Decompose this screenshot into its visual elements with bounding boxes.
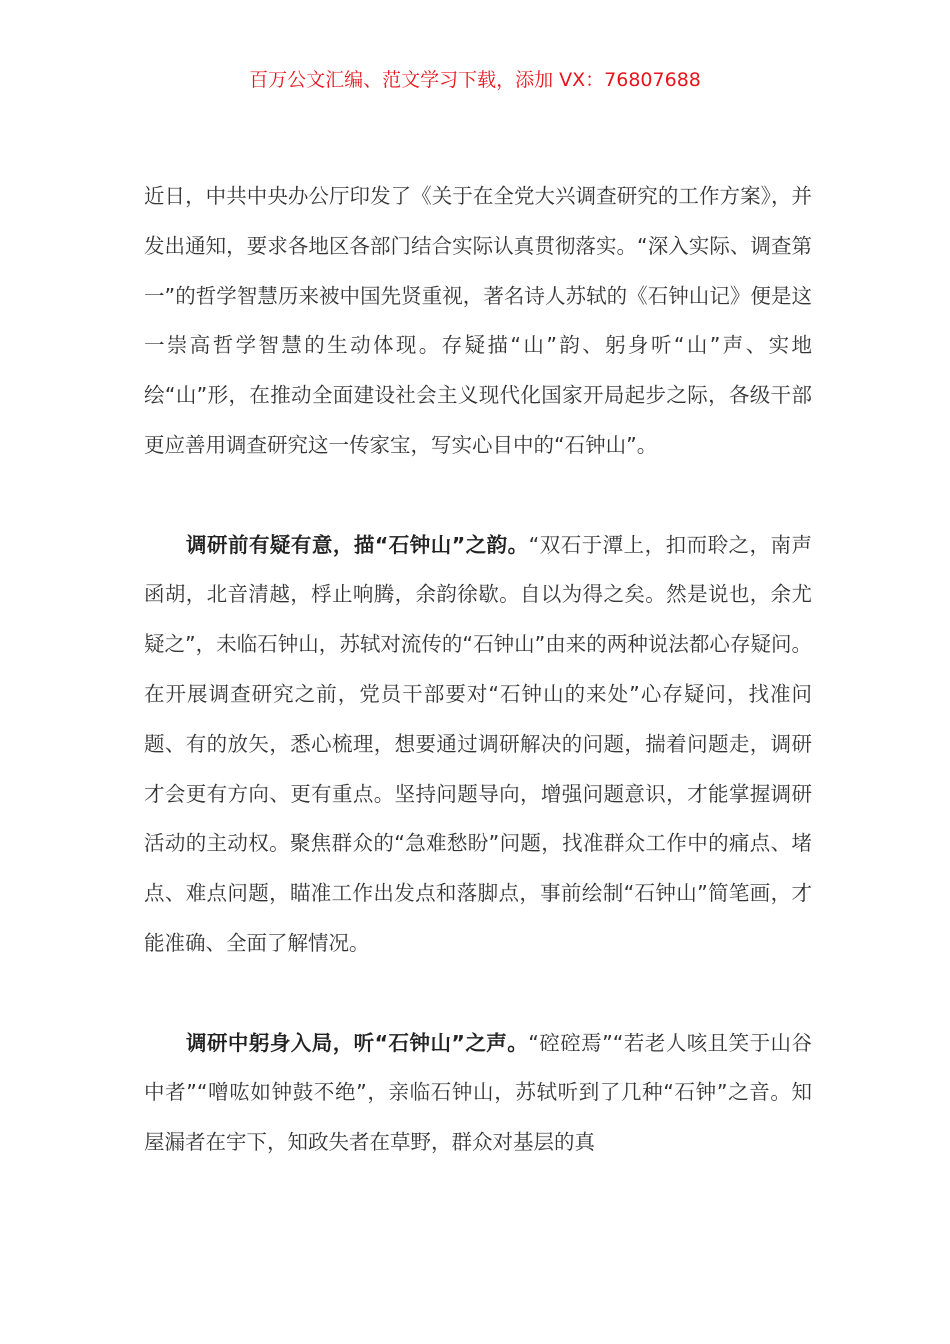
- section-paragraph-2: [144, 1019, 812, 1168]
- paragraph-spacer: [144, 471, 812, 521]
- section-heading: 调研前有疑有意，描“石钟山”之韵。: [186, 532, 529, 557]
- paragraph-text: “硿硿焉”“若老人咳且笑于山谷中者”“噌吰如钟鼓不绝”，亲临石钟山，苏轼听到了几种“石钟”之音。知屋漏者在宇下，知政失者在草野，群众对基层的真: [144, 1030, 812, 1155]
- paragraph-text: 近日，中共中央办公厅印发了《关于在全党大兴调查研究的工作方案》，并发出通知，要求各地区各部门结合实际认真贯彻落实。“深入实际、调查第一”的哲学智慧历来被中国先贤重视，著名诗人苏轼的《石钟山记》便是这一崇高哲学智慧的生动体现。存疑描“山”韵、躬身听“山”声、实地绘“山”形，在推动全面建设社会主义现代化国家开局起步之际，各级干部更应善用调查研究这一传家宝，写实心目中的“石钟山”。: [144, 184, 812, 457]
- section-paragraph-1: [144, 521, 812, 969]
- section-heading: 调研中躬身入局，听“石钟山”之声。: [186, 1030, 529, 1055]
- intro-paragraph: [144, 172, 812, 471]
- document-body: [144, 172, 812, 1168]
- paragraph-text: “双石于潭上，扣而聆之，南声函胡，北音清越，桴止响腾，余韵徐歇。自以为得之矣。然是说也，余尤疑之”，未临石钟山，苏轼对流传的“石钟山”由来的两种说法都心存疑问。在开展调查研究之前，党员干部要对“石钟山的来处”心存疑问，找准问题、有的放矢，悉心梳理，想要通过调研解决的问题，揣着问题走，调研才会更有方向、更有重点。坚持问题导向，增强问题意识，才能掌握调研活动的主动权。聚焦群众的“急难愁盼”问题，找准群众工作中的痛点、堵点、难点问题，瞄准工作出发点和落脚点，事前绘制“石钟山”简笔画，才能准确、全面了解情况。: [144, 532, 812, 955]
- watermark-header: 百万公文汇编、范文学习下载，添加 VX：76807688: [249, 69, 701, 91]
- paragraph-spacer: [144, 969, 812, 1019]
